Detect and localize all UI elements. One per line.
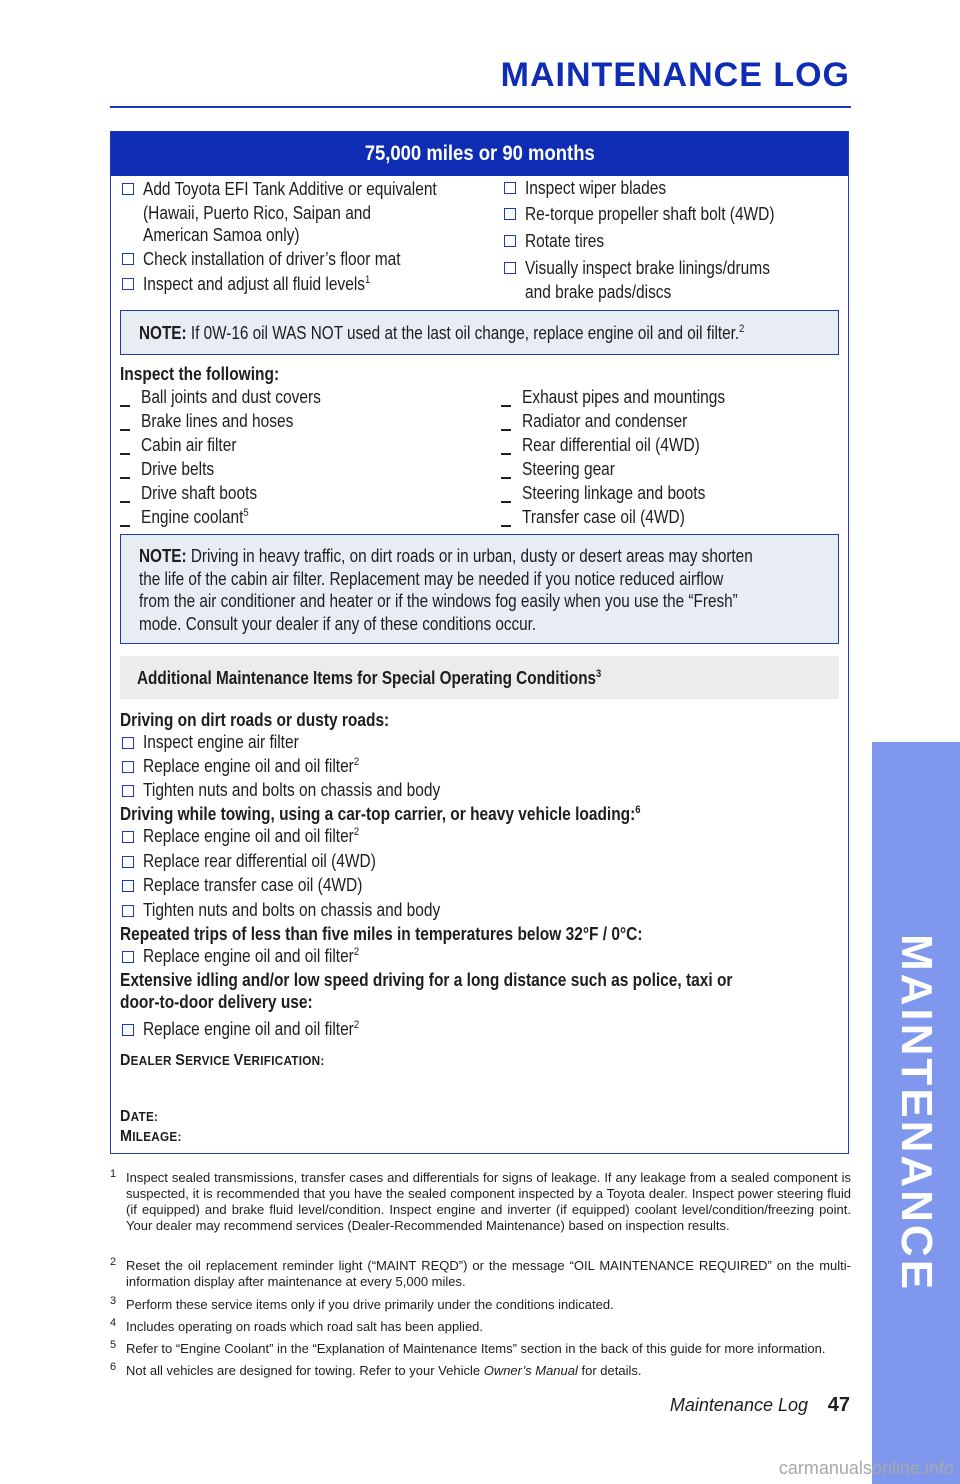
bullet-dash bbox=[501, 405, 511, 407]
bullet-dash bbox=[120, 477, 130, 479]
checklist-item: Check installation of driver’s floor mat bbox=[143, 249, 401, 269]
checklist-item: Add Toyota EFI Tank Additive or equivalent bbox=[143, 179, 437, 199]
checkbox[interactable] bbox=[122, 785, 134, 797]
page-number: 47 bbox=[827, 1394, 850, 1416]
note-text: If 0W-16 oil WAS NOT used at the last oil change, replace engine oil and oil filter. bbox=[190, 323, 740, 343]
bullet-dash bbox=[120, 429, 130, 431]
checklist-item-cont: (Hawaii, Puerto Rico, Saipan and bbox=[143, 203, 372, 223]
condition-heading: Driving on dirt roads or dusty roads: bbox=[120, 710, 390, 730]
checkbox[interactable] bbox=[122, 856, 134, 868]
note-label: NOTE: bbox=[139, 323, 187, 343]
date-label: DATE: bbox=[120, 1108, 159, 1125]
page-title: MAINTENANCE LOG bbox=[500, 56, 850, 94]
inspect-item: Radiator and condenser bbox=[522, 411, 688, 431]
note-oil: NOTE: If 0W-16 oil WAS NOT used at the last oil change, replace engine oil and oil filter.$^2$ bbox=[120, 310, 839, 355]
condition-item: Inspect engine air filter bbox=[143, 732, 299, 752]
checklist-item-cont: American Samoa only) bbox=[143, 225, 300, 245]
title-rule bbox=[110, 106, 851, 108]
checkbox[interactable] bbox=[122, 278, 134, 290]
inspect-item: Drive shaft boots bbox=[141, 483, 258, 503]
condition-item: Replace engine oil and oil filter$^2$ bbox=[143, 756, 360, 776]
inspect-item: Drive belts bbox=[141, 459, 215, 479]
checkbox[interactable] bbox=[122, 183, 134, 195]
condition-heading: Extensive idling and/or low speed driving for a long distance such as police, taxi or bbox=[120, 970, 733, 990]
inspect-item: Transfer case oil (4WD) bbox=[522, 507, 685, 527]
checklist-item: Rotate tires bbox=[525, 231, 605, 251]
checklist-item: Re-torque propeller shaft bolt (4WD) bbox=[525, 204, 775, 224]
checkbox[interactable] bbox=[122, 880, 134, 892]
checklist-item: Inspect and adjust all fluid levels$^1$ bbox=[143, 274, 371, 294]
inspect-item: Engine coolant$^5$ bbox=[141, 507, 249, 527]
footnote: 3 Perform these service items only if you drive primarily under the conditions indicated. bbox=[110, 1295, 614, 1312]
bullet-dash bbox=[501, 501, 511, 503]
bullet-dash bbox=[120, 501, 130, 503]
interval-heading: 75,000 miles or 90 months bbox=[111, 132, 848, 176]
condition-item: Replace engine oil and oil filter$^2$ bbox=[143, 826, 360, 846]
checkbox[interactable] bbox=[504, 262, 516, 274]
dealer-verification-label: DEALER SERVICE VERIFICATION: bbox=[120, 1052, 325, 1069]
bullet-dash bbox=[501, 429, 511, 431]
condition-item: Replace engine oil and oil filter$^2$ bbox=[143, 946, 360, 966]
checklist-item-cont: and brake pads/discs bbox=[525, 282, 672, 302]
condition-heading-cont: door-to-door delivery use: bbox=[120, 992, 313, 1012]
checkbox[interactable] bbox=[504, 208, 516, 220]
condition-heading: Repeated trips of less than five miles in temperatures below 32°F / 0°C: bbox=[120, 924, 643, 944]
inspect-item: Rear differential oil (4WD) bbox=[522, 435, 700, 455]
footnote: 5 Refer to “Engine Coolant” in the “Explanation of Maintenance Items” section in the back of this guide for more information. bbox=[110, 1339, 826, 1356]
checkbox[interactable] bbox=[122, 905, 134, 917]
checkbox[interactable] bbox=[122, 737, 134, 749]
checkbox[interactable] bbox=[122, 253, 134, 265]
additional-band bbox=[120, 656, 839, 699]
condition-item: Tighten nuts and bolts on chassis and body bbox=[143, 780, 441, 800]
inspect-item: Steering gear bbox=[522, 459, 615, 479]
inspect-item: Steering linkage and boots bbox=[522, 483, 706, 503]
bullet-dash bbox=[501, 477, 511, 479]
footnote: 6 Not all vehicles are designed for towing. Refer to your Vehicle Owner’s Manual for details. bbox=[110, 1361, 642, 1378]
mileage-label: MILEAGE: bbox=[120, 1128, 182, 1145]
additional-heading: Additional Maintenance Items for Special Operating Conditions$^3$ bbox=[137, 668, 602, 688]
watermark: carmanualsonline.info bbox=[778, 1458, 954, 1478]
checkbox[interactable] bbox=[122, 951, 134, 963]
inspect-item: Exhaust pipes and mountings bbox=[522, 387, 726, 407]
inspect-item: Cabin air filter bbox=[141, 435, 237, 455]
checklist-item: Inspect wiper blades bbox=[525, 178, 667, 198]
inspect-heading: Inspect the following: bbox=[120, 364, 280, 384]
section-side-tab bbox=[872, 742, 960, 1484]
inspect-item: Brake lines and hoses bbox=[141, 411, 294, 431]
footnote: 4 Includes operating on roads which road salt has been applied. bbox=[110, 1317, 484, 1334]
bullet-dash bbox=[501, 453, 511, 455]
condition-item: Tighten nuts and bolts on chassis and body bbox=[143, 900, 441, 920]
condition-item: Replace transfer case oil (4WD) bbox=[143, 875, 363, 895]
note-label: NOTE: bbox=[139, 546, 187, 566]
checkbox[interactable] bbox=[122, 831, 134, 843]
side-tab-label: MAINTENANCE bbox=[892, 933, 942, 1293]
bullet-dash bbox=[120, 453, 130, 455]
condition-item: Replace engine oil and oil filter$^2$ bbox=[143, 1019, 360, 1039]
inspect-item: Ball joints and dust covers bbox=[141, 387, 321, 407]
footnote: 1 Inspect sealed transmissions, transfer cases and differentials for signs of leakage. If any leakage from a sealed component is suspected, it is recommended that you have the sealed component inspected by a Toyota dealer. Inspect power steering fluid (if equipped) and brake fluid level/condition. Inspect engine and inverter (if equipped) coolant level/condition/freezing point. Your dealer may recommend services (Dealer-Recommended Maintenance) based on inspection results. bbox=[110, 1168, 851, 1233]
condition-item: Replace rear differential oil (4WD) bbox=[143, 851, 376, 871]
footnote: 2 Reset the oil replacement reminder light (“MAINT REQD”) or the message “OIL MAINTENANCE REQUIRED” on the multi-information display after maintenance at every 5,000 miles. bbox=[110, 1256, 851, 1289]
condition-heading: Driving while towing, using a car-top carrier, or heavy vehicle loading:$^6$ bbox=[120, 804, 641, 824]
maintenance-box bbox=[110, 131, 849, 1154]
bullet-dash bbox=[501, 525, 511, 527]
checklist-item: Visually inspect brake linings/drums bbox=[525, 258, 770, 278]
checkbox[interactable] bbox=[122, 761, 134, 773]
checkbox[interactable] bbox=[504, 235, 516, 247]
note-cabin-filter: NOTE: Driving in heavy traffic, on dirt roads or in urban, dusty or desert areas may shorten the life of the cabin air filter. Replacement may be needed if you notice reduced airflow from the air conditioner and heater or if the windows fog easily when you use the “Fresh” mode. Consult your dealer if any of these conditions occur. bbox=[120, 534, 839, 644]
bullet-dash bbox=[120, 405, 130, 407]
checkbox[interactable] bbox=[122, 1024, 134, 1036]
checkbox[interactable] bbox=[504, 182, 516, 194]
footer-section-label: Maintenance Log bbox=[669, 1395, 808, 1415]
bullet-dash bbox=[120, 525, 130, 527]
